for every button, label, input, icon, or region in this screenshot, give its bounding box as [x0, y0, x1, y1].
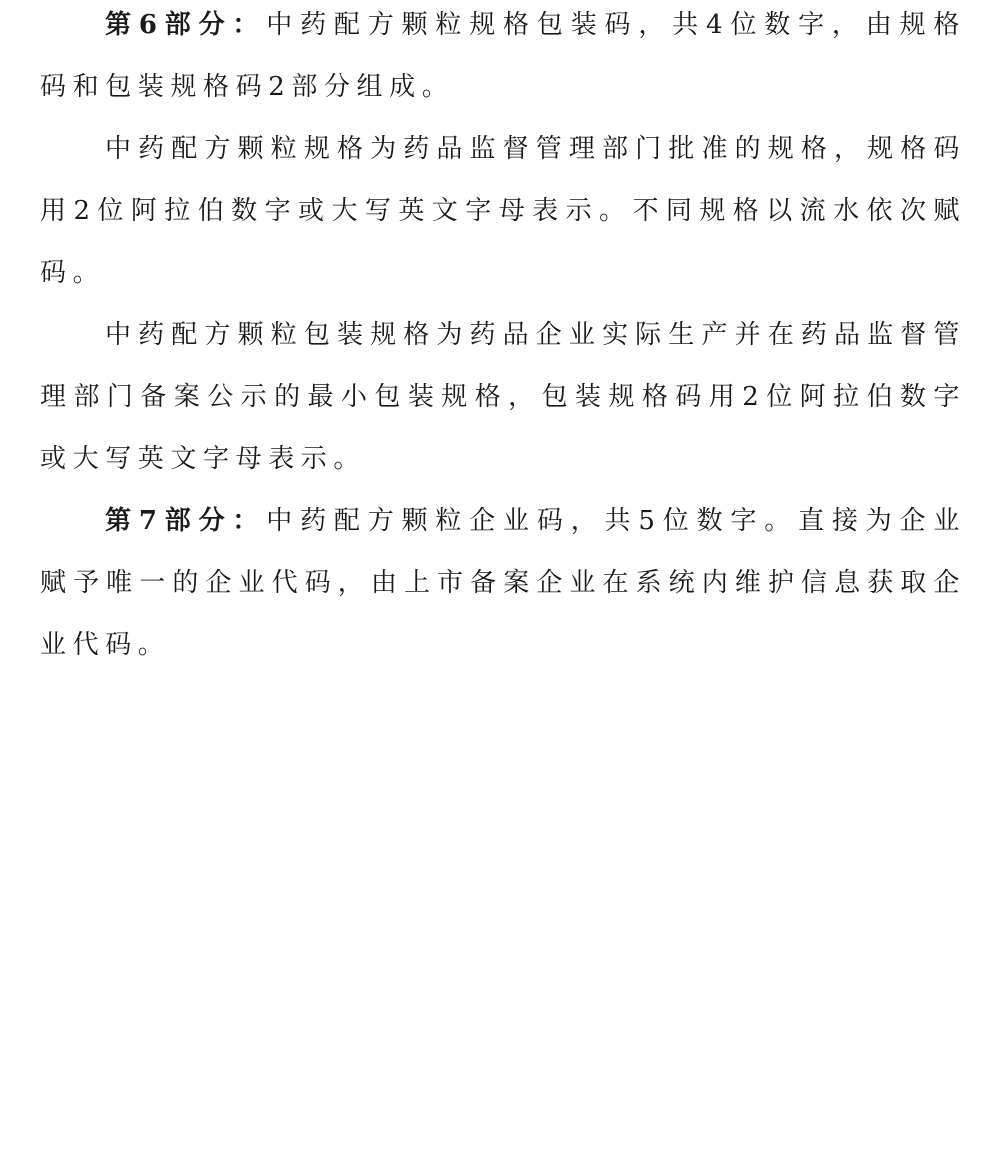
paragraph-text: 中药配方颗粒包装规格为药品企业实际生产并在药品监督管理部门备案公示的最小包装规格，包装规格码用2位阿拉伯数字或大写英文字母表示。 [40, 320, 966, 474]
paragraph-spec-code [40, 118, 966, 304]
paragraph-package-spec-code [40, 304, 966, 490]
section-heading-part-7: 第7部分： [105, 506, 267, 536]
section-heading-part-6: 第6部分： [105, 10, 267, 40]
paragraph-part-7 [40, 490, 966, 676]
paragraph-text: 中药配方颗粒规格包装码，共4位数字，由规格码和包装规格码2部分组成。 [40, 10, 966, 102]
paragraph-text: 中药配方颗粒规格为药品监督管理部门批准的规格，规格码用2位阿拉伯数字或大写英文字母表示。不同规格以流水依次赋码。 [40, 134, 966, 288]
paragraph-part-6 [40, 0, 966, 118]
paragraph-text: 中药配方颗粒企业码，共5位数字。直接为企业赋予唯一的企业代码，由上市备案企业在系统内维护信息获取企业代码。 [40, 506, 966, 660]
document-body [40, 0, 966, 676]
